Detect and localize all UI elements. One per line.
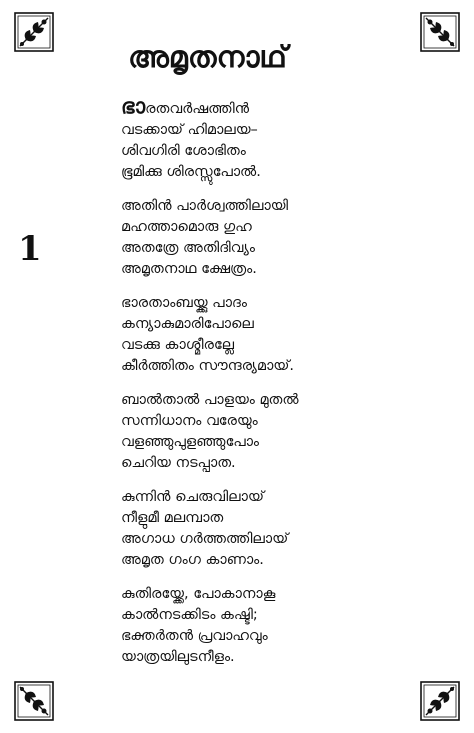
- poem-line: അതത്രേ അതിദിവ്യം: [121, 240, 255, 256]
- poem-line: കുതിരയ്ക്കേ, പോകാനാകൂ: [121, 586, 276, 602]
- poem-line: അമൃത ഗംഗ കാണാം.: [121, 552, 264, 568]
- poem-line: യാത്രയിലുടനീളം.: [121, 649, 235, 665]
- poem-line: വളഞ്ഞുപുളഞ്ഞുപോം: [121, 434, 260, 450]
- poem-line: ഭൂമിക്കു ശിരസ്സുപോൽ.: [121, 164, 261, 180]
- poem-line: കാൽനടക്കിടം കഷ്ടി;: [121, 607, 258, 623]
- poem-line: ചെറിയ നടപ്പാത.: [121, 455, 236, 471]
- poem-line: കന്യാകുമാരിപോലെ: [121, 316, 254, 332]
- poem-line: വടക്കു കാശ്മീരല്ലേ: [121, 337, 235, 353]
- floral-ornament-icon: [14, 12, 54, 52]
- corner-ornament-bottom-left: [14, 681, 54, 721]
- poem-line: കീർത്തിതം സൗന്ദര്യമായ്.: [121, 358, 295, 374]
- stanza: [121, 487, 421, 571]
- stanza: [121, 96, 421, 183]
- corner-ornament-top-left: [14, 12, 54, 52]
- poem-line: സന്നിധാനം വരേയും: [121, 413, 258, 429]
- poem-line: മഹത്താമൊരു ഗുഹ: [121, 219, 252, 235]
- stanza: [121, 584, 421, 668]
- corner-ornament-top-right: [420, 12, 460, 52]
- corner-ornament-bottom-right: [420, 681, 460, 721]
- poem-line: കുന്നിൻ ചെരുവിലായ്: [121, 489, 264, 505]
- poem-title: അമൃതനാഥ്: [128, 40, 287, 75]
- stanza: [121, 390, 421, 474]
- floral-ornament-icon: [420, 681, 460, 721]
- page-number: 1: [18, 229, 42, 269]
- poem-line: ബാൽതാൽ പാളയം മുതൽ: [121, 392, 299, 408]
- poem-line: അഗാധ ഗർത്തത്തിലായ്: [121, 531, 289, 547]
- first-line-text: രതവർഷത്തിൻ: [145, 101, 250, 117]
- poem-line: അമൃതനാഥ ക്ഷേത്രം.: [121, 261, 257, 277]
- poem-line: നീളുമീ മലമ്പാത: [121, 510, 224, 526]
- floral-ornament-icon: [420, 12, 460, 52]
- poem-line: വടക്കായ് ഹിമാലയ–: [121, 122, 258, 138]
- poem-body: [121, 96, 421, 681]
- floral-ornament-icon: [14, 681, 54, 721]
- stanza: [121, 293, 421, 377]
- poem-line: ഭക്തർതൻ പ്രവാഹവും: [121, 628, 268, 644]
- stanza: [121, 196, 421, 280]
- poem-line: ശിവഗിരി ശോഭിതം: [121, 143, 246, 159]
- poem-line: അതിൻ പാർശ്വത്തിലായി: [121, 198, 289, 214]
- drop-cap: ഭാ: [121, 94, 146, 118]
- poem-line: ഭാരതാംബയ്ക്കു പാദം: [121, 295, 247, 311]
- poem-line-first: [121, 96, 421, 120]
